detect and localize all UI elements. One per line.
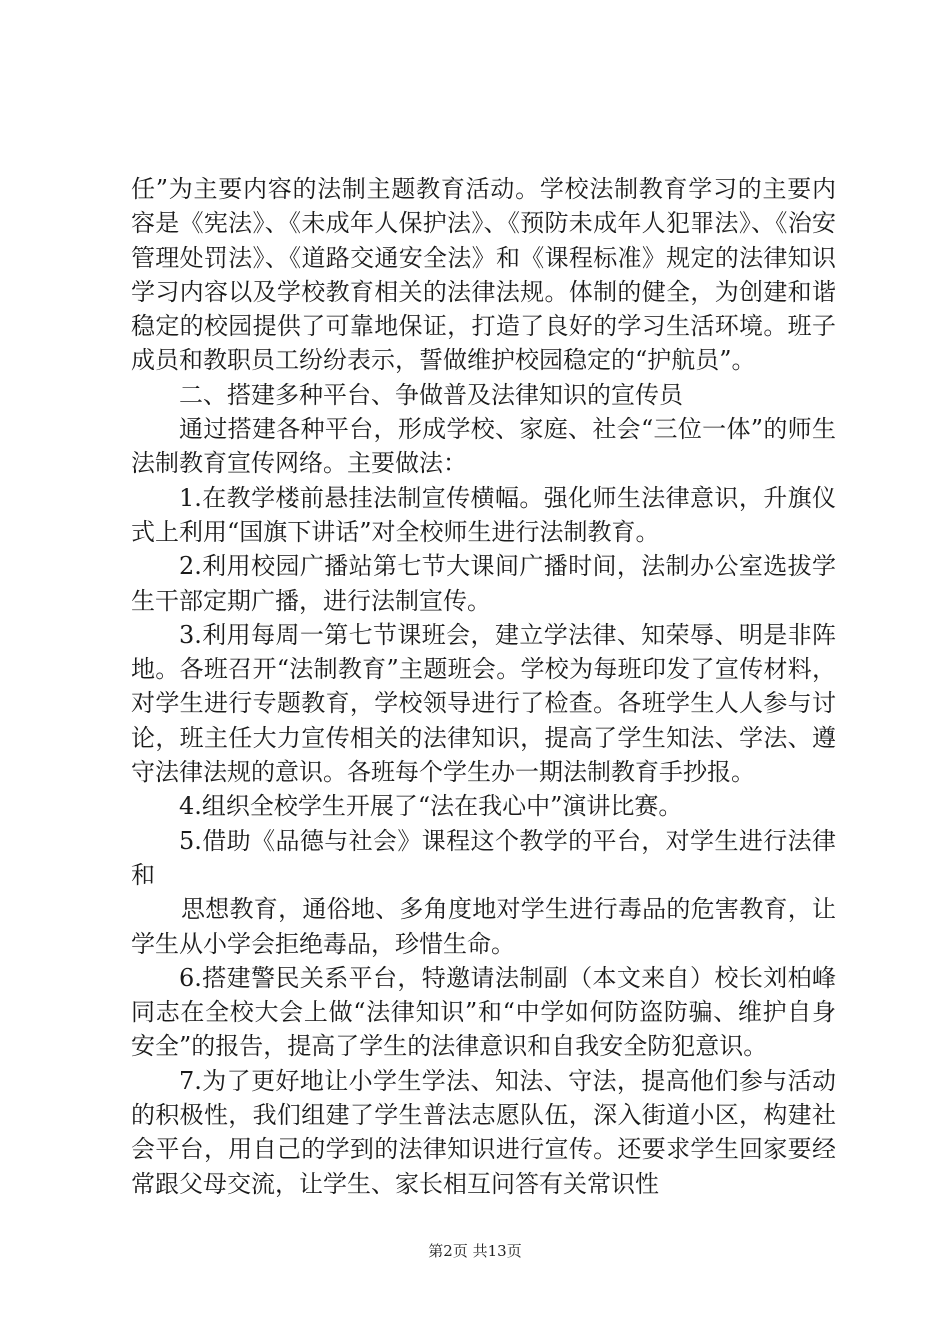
- list-item-7: 7.为了更好地让小学生学法、知法、守法，提高他们参与活动的积极性，我们组建了学生普法志愿队伍，深入街道小区，构建社会平台，用自己的学到的法律知识进行宣传。还要求学生回家要经常跟父母交流，让学生、家长相互问答有关常识性: [131, 1066, 836, 1198]
- list-item-3: 3.利用每周一第七节课班会，建立学法律、知荣辱、明是非阵地。各班召开“法制教育”主题班会。学校为每班印发了宣传材料，对学生进行专题教育，学校领导进行了检查。各班学生人人参与讨论，班主任大力宣传相关的法律知识，提高了学生知法、学法、遵守法律法规的意识。各班每个学生办一期法制教育手抄报。: [131, 620, 836, 787]
- list-item-2: 2.利用校园广播站第七节大课间广播时间，法制办公室选拔学生干部定期广播，进行法制宣传。: [131, 552, 836, 615]
- list-item-1: 1.在教学楼前悬挂法制宣传横幅。强化师生法律意识，升旗仪式上利用“国旗下讲话”对全校师生进行法制教育。: [131, 483, 836, 546]
- section-heading: 二、搭建多种平台、争做普及法律知识的宣传员: [179, 380, 683, 409]
- list-item-4: 4.组织全校学生开展了“法在我心中”演讲比赛。: [179, 792, 683, 821]
- list-item-5: 5.借助《品德与社会》课程这个教学的平台，对学生进行法律和: [131, 826, 836, 889]
- list-item-6: 6.搭建警民关系平台，特邀请法制副（本文来自）校长刘柏峰同志在全校大会上做“法律知识”和“中学如何防盗防骗、维护自身安全”的报告，提高了学生的法律意识和自我安全防犯意识。: [131, 963, 836, 1061]
- document-body: [131, 172, 836, 1201]
- paragraph-intro: 任”为主要内容的法制主题教育活动。学校法制教育学习的主要内容是《宪法》、《未成年人保护法》、《预防未成年人犯罪法》、《治安管理处罚法》、《道路交通安全法》和《课程标准》规定的法律知识学习内容以及学校教育相关的法律法规。体制的健全，为创建和谐稳定的校园提供了可靠地保证，打造了良好的学习生活环境。班子成员和教职员工纷纷表示，誓做维护校园稳定的“护航员”。: [131, 175, 836, 375]
- list-item-5-continued: 思想教育，通俗地、多角度地对学生进行毒品的危害教育，让学生从小学会拒绝毒品，珍惜生命。: [131, 895, 836, 958]
- page-footer: 第2页 共13页: [428, 1242, 522, 1260]
- paragraph-network: 通过搭建各种平台，形成学校、家庭、社会“三位一体”的师生法制教育宣传网络。主要做法：: [131, 415, 836, 478]
